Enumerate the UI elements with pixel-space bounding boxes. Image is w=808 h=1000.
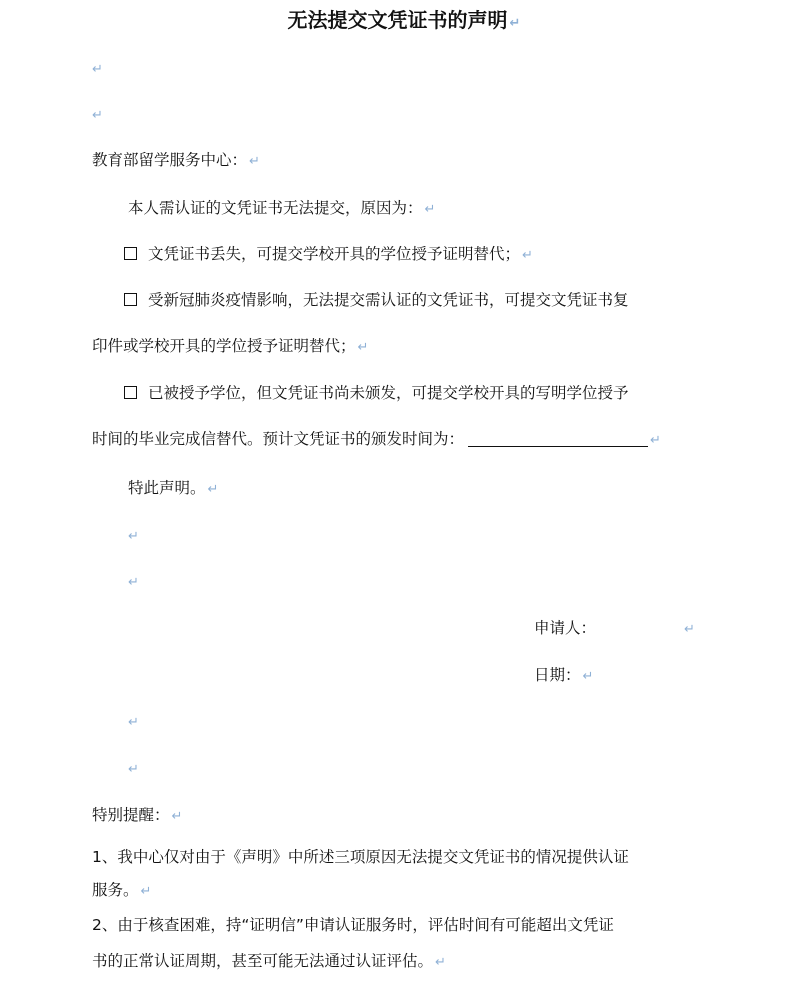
reason-2-line-2 [92, 335, 368, 359]
addressee-text: 教育部留学服务中心： [92, 151, 248, 169]
empty-paragraph [90, 103, 103, 127]
reason-1-line-1 [124, 243, 533, 267]
notice-item-1-line-2 [92, 879, 151, 903]
addressee-line [92, 149, 260, 173]
paragraph-mark-icon: ↵ [650, 433, 661, 448]
date-label: 日期： [534, 666, 581, 684]
paragraph-mark-icon: ↵ [128, 762, 139, 777]
closing-text: 特此声明。 [128, 479, 206, 497]
document-title [0, 6, 808, 38]
empty-paragraph [90, 57, 103, 81]
reason-2-checkbox-icon [124, 293, 137, 306]
notice-item-2-line-2 [92, 950, 446, 974]
paragraph-mark-icon: ↵ [522, 248, 533, 263]
notice-item-2-line-1 [92, 914, 614, 936]
notice-heading-line [92, 804, 182, 828]
notice-item-1-line-1 [92, 846, 629, 868]
applicant-line [534, 617, 695, 641]
paragraph-mark-icon: ↵ [357, 340, 369, 355]
reason-2-text-2: 印件或学校开具的学位授予证明替代； [92, 337, 356, 355]
notice-item-1-text-1: 1、我中心仅对由于《声明》中所述三项原因无法提交文凭证书的情况提供认证 [92, 848, 629, 866]
paragraph-mark-icon: ↵ [128, 575, 139, 590]
paragraph-mark-icon: ↵ [684, 622, 695, 637]
applicant-label: 申请人： [534, 619, 597, 637]
intro-text: 本人需认证的文凭证书无法提交，原因为： [128, 199, 423, 217]
title-text: 无法提交文凭证书的声明 [287, 8, 508, 32]
reason-3-text-2: 时间的毕业完成信替代。预计文凭证书的颁发时间为： [92, 430, 465, 448]
paragraph-mark-icon: ↵ [128, 529, 139, 544]
notice-item-1-text-2: 服务。 [92, 881, 139, 899]
reason-2-text-1: 受新冠肺炎疫情影响，无法提交需认证的文凭证书，可提交文凭证书复 [148, 291, 629, 309]
reason-3-checkbox-icon [124, 386, 137, 399]
paragraph-mark-icon: ↵ [171, 809, 183, 824]
paragraph-mark-icon: ↵ [92, 108, 103, 123]
reason-1-checkbox-icon [124, 247, 137, 260]
paragraph-mark-icon: ↵ [140, 884, 152, 899]
paragraph-mark-icon: ↵ [424, 202, 436, 217]
reason-3-text-1: 已被授予学位，但文凭证书尚未颁发，可提交学校开具的写明学位授予 [148, 384, 629, 402]
empty-paragraph [126, 570, 139, 594]
empty-paragraph [126, 710, 139, 734]
reason-3-line-2 [92, 428, 661, 452]
paragraph-mark-icon: ↵ [128, 715, 139, 730]
reason-2-line-1 [124, 289, 629, 311]
paragraph-mark-icon: ↵ [207, 482, 219, 497]
intro-line [128, 197, 435, 221]
paragraph-mark-icon: ↵ [249, 154, 260, 169]
paragraph-mark-icon: ↵ [92, 62, 103, 77]
paragraph-mark-icon: ↵ [509, 16, 521, 31]
closing-line [128, 477, 218, 501]
reason-1-text: 文凭证书丢失，可提交学校开具的学位授予证明替代； [148, 245, 521, 263]
notice-item-2-text-2: 书的正常认证周期，甚至可能无法通过认证评估。 [92, 952, 434, 970]
paragraph-mark-icon: ↵ [435, 955, 446, 970]
notice-heading: 特别提醒： [92, 806, 170, 824]
reason-3-line-1 [124, 382, 629, 404]
empty-paragraph [126, 524, 139, 548]
issue-date-blank [468, 445, 648, 447]
date-line [534, 664, 593, 688]
notice-item-2-text-1: 2、由于核查困难，持“证明信”申请认证服务时，评估时间有可能超出文凭证 [92, 916, 614, 934]
paragraph-mark-icon: ↵ [582, 669, 594, 684]
empty-paragraph [126, 757, 139, 781]
